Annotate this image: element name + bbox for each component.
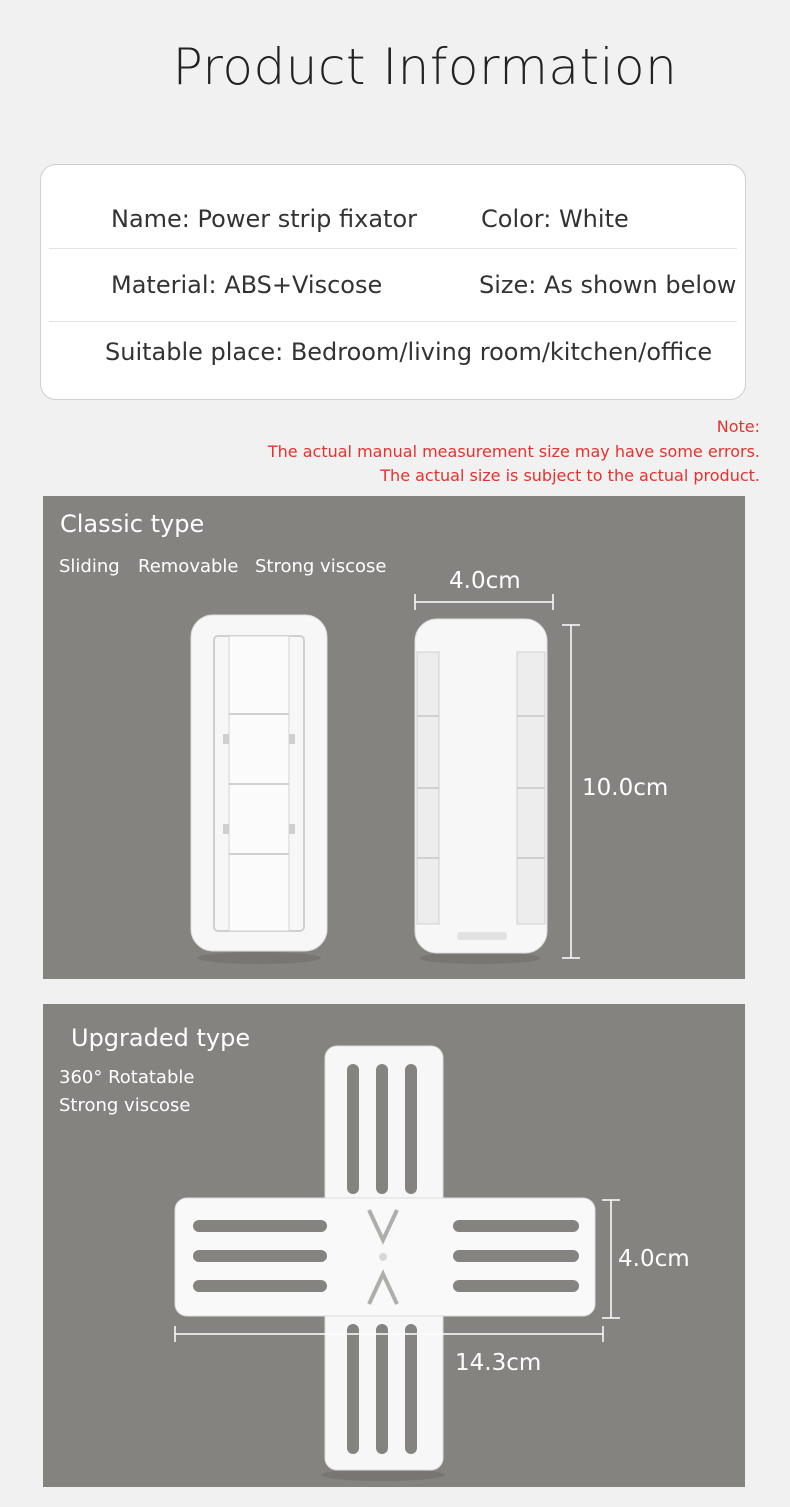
classic-type-panel [43, 496, 745, 979]
page-title: Product Information [172, 38, 678, 96]
info-place: Suitable place: Bedroom/living room/kitchen/office [105, 338, 713, 366]
upgraded-length-label: 14.3cm [455, 1350, 542, 1376]
info-name: Name: Power strip fixator [111, 205, 418, 233]
info-color: Color: White [481, 205, 629, 233]
info-divider [49, 248, 737, 249]
classic-front-piece [191, 615, 327, 951]
classic-feature-removable: Removable [138, 556, 239, 577]
upgraded-type-panel [43, 1004, 745, 1487]
classic-width-label: 4.0cm [449, 568, 521, 594]
upgraded-horizontal-plate [175, 1198, 595, 1316]
classic-feature-sliding: Sliding [59, 556, 120, 577]
info-size: Size: As shown below [479, 271, 737, 299]
classic-feature-viscose: Strong viscose [255, 556, 387, 577]
upgraded-height-label: 4.0cm [618, 1246, 690, 1272]
note-label: Note: [716, 417, 760, 436]
info-material: Material: ABS+Viscose [111, 271, 383, 299]
upgraded-title: Upgraded type [71, 1024, 251, 1052]
upgraded-feature-viscose: Strong viscose [59, 1095, 191, 1116]
classic-back-piece [415, 619, 547, 953]
classic-height-label: 10.0cm [582, 775, 669, 801]
classic-product-illustration [43, 496, 745, 979]
upgraded-feature-rotatable: 360° Rotatable [59, 1067, 195, 1088]
info-divider [49, 321, 737, 322]
product-info-card [40, 164, 746, 400]
classic-height-dimension [562, 625, 580, 958]
classic-title: Classic type [60, 510, 205, 538]
note-line-1: The actual manual measurement size may have some errors. [267, 442, 760, 461]
classic-width-dimension [415, 594, 553, 610]
note-line-2: The actual size is subject to the actual product. [380, 466, 760, 485]
